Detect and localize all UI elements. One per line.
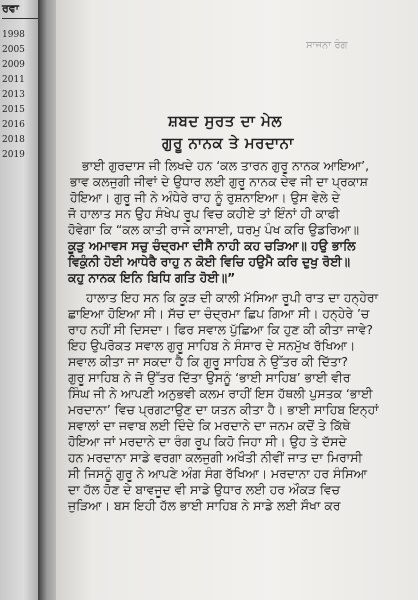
- body-line: ਗੁਰੂ ਸਾਹਿਬ ਨੇ ਜੋ ਉੱਤਰ ਦਿੱਤਾ ਉਸਨੂੰ ‘ਭਾਈ ਸਾਹਿਬ’ ਭਾਈ ਵੀਰ: [68, 370, 351, 385]
- year-item: 1998: [2, 30, 25, 40]
- chapter-subtitle: ਗੁਰੂ ਨਾਨਕ ਤੇ ਮਰਦਾਨਾ: [162, 134, 294, 152]
- year-item: 2016: [2, 120, 25, 130]
- body-line: ਛਾਇਆ ਹੋਇਆ ਸੀ। ਸੱਚ ਦਾ ਚੰਦ੍ਰਮਾ ਛਿਪ ਗਿਆ ਸੀ। ਹਨ੍ਹੇਰੇ ’ਚ: [68, 306, 370, 321]
- body-line: ਜੁੜਿਆ। ਬਸ ਇਹੀ ਹੱਲ ਭਾਈ ਸਾਹਿਬ ਨੇ ਸਾਡੇ ਲਈ ਸੌਖਾ ਕਰ: [68, 498, 341, 513]
- previous-page-heading: ਰਵਾ: [2, 2, 19, 15]
- previous-page: [0, 0, 40, 600]
- previous-page-text: [0, 0, 40, 160]
- quote-line: ਵਿਕੁੰਨੀ ਹੋਈ ਆਧੇਰੈ ਰਾਹੁ ਨ ਕੋਈ ਵਿਚਿ ਹਉਮੈ ਕਰਿ ਦੁਖੁ ਰੋਈ॥: [68, 254, 350, 269]
- body-line: ਭਾਵ ਕਲਜੁਗੀ ਜੀਵਾਂ ਦੇ ਉਧਾਰ ਲਈ ਗੁਰੂ ਨਾਨਕ ਦੇਵ ਜੀ ਦਾ ਪ੍ਰਕਾਸ਼: [70, 174, 368, 189]
- body-line: ਹੋਇਆ। ਗੁਰੂ ਜੀ ਨੇ ਅੰਧੇਰੇ ਰਾਹ ਨੂੰ ਰੁਸ਼ਨਾਇਆ। ਉਸ ਵੇਲੇ ਦੇ: [70, 190, 340, 205]
- year-item: 2009: [2, 60, 25, 70]
- body-line: ਸਵਾਲ ਕੀਤਾ ਜਾ ਸਕਦਾ ਹੈ ਕਿ ਗੁਰੂ ਸਾਹਿਬ ਨੇ ਉੱਤਰ ਕੀ ਦਿੱਤਾ?: [68, 354, 349, 369]
- year-item: 2013: [2, 90, 25, 100]
- body-line: ਹੋਵੇਗਾ ਕਿ “ਕਲ ਕਾਤੀ ਰਾਜੇ ਕਾਸਾਈ, ਧਰਮੁ ਪੰਖ ਕਰਿ ਉਡਰਿਆ॥: [68, 222, 359, 237]
- body-line: ਭਾਈ ਗੁਰਦਾਸ ਜੀ ਲਿਖਦੇ ਹਨ ‘ਕਲ ਤਾਰਨ ਗੁਰੂ ਨਾਨਕ ਆਇਆ’,: [82, 158, 370, 173]
- year-item: 2005: [2, 45, 25, 55]
- body-line: ਇਹ ਉਪਰੋਕਤ ਸਵਾਲ ਗੁਰੂ ਸਾਹਿਬ ਨੇ ਸੰਸਾਰ ਦੇ ਸਨਮੁੱਖ ਰੱਖਿਆ।: [68, 338, 356, 353]
- running-head: ਸਾਜਨਾ ਰੰਗ: [306, 40, 348, 51]
- body-line: ਜੋ ਹਾਲਾਤ ਸਨ ਉਹ ਸੰਖੇਪ ਰੂਪ ਵਿਚ ਕਹੀਏ ਤਾਂ ਇੰਨਾਂ ਹੀ ਕਾਫੀ: [68, 206, 340, 221]
- body-line: ਸਵਾਲਾਂ ਦਾ ਜਵਾਬ ਲਈ ਦਿੰਦੇ ਕਿ ਮਰਦਾਨੇ ਦਾ ਜਨਮ ਕਦੋਂ ਤੇ ਕਿੱਥੇ: [68, 418, 351, 433]
- body-line: ਹਨ ਮਰਦਾਨਾ ਸਾਡੇ ਵਰਗਾ ਕਲਜੁਗੀ ਅਖੌਤੀ ਨੀਵੀਂ ਜਾਤ ਦਾ ਮਿਰਾਸੀ: [68, 450, 363, 465]
- year-item: 2015: [2, 105, 25, 115]
- body-line: ਦਾ ਹੱਲ ਹੋਣ ਦੇ ਬਾਵਜੂਦ ਵੀ ਸਾਡੇ ਉਧਾਰ ਲਈ ਹਰ ਔਕੜ ਵਿਚ: [68, 482, 341, 497]
- body-line: ਰਾਹ ਨਹੀਂ ਸੀ ਦਿਸਦਾ। ਫਿਰ ਸਵਾਲ ਪੁੱਛਿਆ ਕਿ ਹੁਣ ਕੀ ਕੀਤਾ ਜਾਵੇ?: [68, 322, 373, 337]
- body-line: ਸੀ ਜਿਸਨੂੰ ਗੁਰੂ ਨੇ ਆਪਣੇ ਅੰਗ ਸੰਗ ਰੱਖਿਆ। ਮਰਦਾਨਾ ਹਰ ਸੰਸਿਆ: [68, 466, 367, 481]
- body-line: ਹੋਇਆ ਜਾਂ ਮਰਦਾਨੇ ਦਾ ਰੰਗ ਰੂਪ ਕਿਹੋ ਜਿਹਾ ਸੀ। ਉਹ ਤੇ ਦੱਸਦੇ: [68, 434, 347, 449]
- quote-line: ਕੂੜੁ ਅਮਾਵਸ ਸਚੁ ਚੰਦ੍ਰਮਾ ਦੀਸੈ ਨਾਹੀ ਕਹ ਚੜਿਆ॥ ਹਉ ਭਾਲਿ: [68, 238, 356, 253]
- body-line: ਸਿੰਘ ਜੀ ਨੇ ਆਪਣੀ ਅਨੁਭਵੀ ਕਲਮ ਰਾਹੀਂ ਇਸ ਹੱਥਲੀ ਪੁਸਤਕ ‘ਭਾਈ: [68, 386, 373, 401]
- body-line: ਮਰਦਾਨਾ’ ਵਿਚ ਪ੍ਰਗਟਾਉਣ ਦਾ ਯਤਨ ਕੀਤਾ ਹੈ। ਭਾਈ ਸਾਹਿਬ ਇਨ੍ਹਾਂ: [68, 402, 379, 417]
- year-item: 2018: [2, 135, 25, 145]
- quote-line: ਕਹੁ ਨਾਨਕ ਇਨਿ ਬਿਧਿ ਗਤਿ ਹੋਈ॥”: [68, 270, 236, 285]
- book-page: [56, 0, 418, 600]
- rule: [2, 18, 39, 19]
- body-line: ਹਾਲਾਤ ਇਹ ਸਨ ਕਿ ਕੂੜ ਦੀ ਕਾਲੀ ਮੱਸਿਆ ਰੂਪੀ ਰਾਤ ਦਾ ਹਨ੍ਹੇਰਾ: [86, 290, 379, 305]
- year-item: 2019: [2, 150, 25, 160]
- chapter-title: ਸ਼ਬਦ ਸੁਰਤ ਦਾ ਮੇਲ: [168, 112, 283, 130]
- year-item: 2011: [2, 75, 25, 85]
